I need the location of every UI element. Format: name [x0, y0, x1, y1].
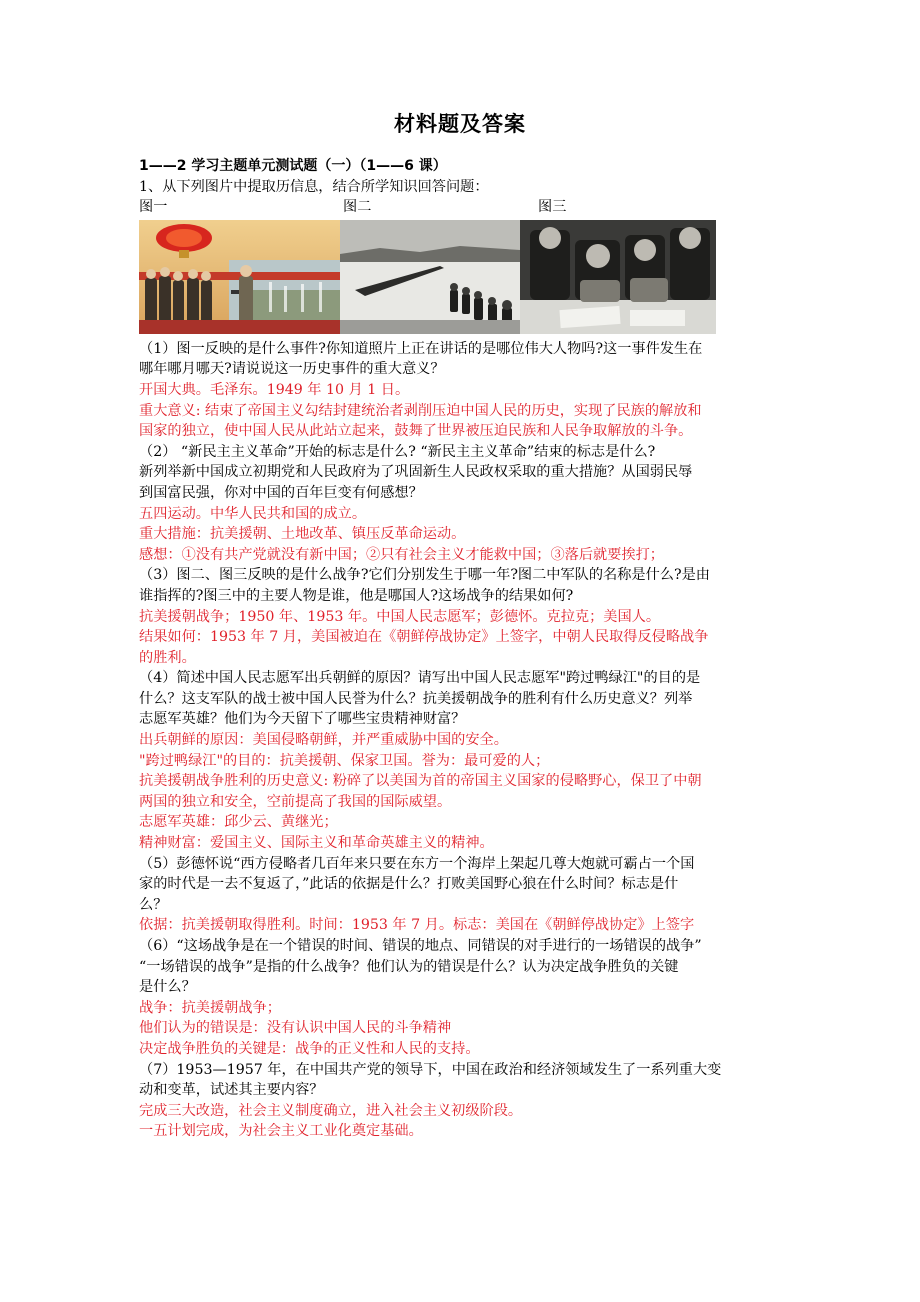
figure-1-image	[139, 220, 340, 334]
q1-answer-2b: 国家的独立，使中国人民从此站立起来，鼓舞了世界被压迫民族和人民争取解放的斗争。	[139, 423, 693, 440]
q3-line-2: 谁指挥的?图三中的主要人物是谁，他是哪国人?这场战争的结果如何?	[139, 587, 574, 604]
q2-answer-2: 重大措施：抗美援朝、土地改革、镇压反革命运动。	[139, 526, 466, 543]
q2-line-2: 新列举新中国成立初期党和人民政府为了巩固新生人民政权采取的重大措施？从国弱民辱	[139, 464, 693, 481]
figure-labels	[139, 197, 789, 218]
q4-line-3: 志愿军英雄？他们为今天留下了哪些宝贵精神财富？	[139, 711, 466, 728]
q7-answer-2: 一五计划完成，为社会主义工业化奠定基础。	[139, 1123, 423, 1140]
q3-answer-1: 抗美援朝战争；1950 年、1953 年。中国人民志愿军；彭德怀。克拉克；美国人。	[139, 608, 661, 625]
q1-answer-1: 开国大典。毛泽东。1949 年 10 月 1 日。	[139, 381, 410, 398]
figure-label-3: 图三	[538, 199, 567, 216]
q3-answer-2b: 的胜利。	[139, 649, 196, 666]
q5-line-3: 么？	[139, 896, 168, 913]
figure-label-2: 图二	[343, 199, 372, 216]
q6-answer-2: 他们认为的错误是：没有认识中国人民的斗争精神	[139, 1020, 452, 1037]
document-body	[139, 156, 789, 1142]
q5-line-1: （5）彭德怀说“西方侵略者几百年来只要在东方一个海岸上架起几尊大炮就可霸占一个国	[139, 855, 695, 872]
q3-answer-2a: 结果如何：1953 年 7 月，美国被迫在《朝鲜停战协定》上签字，中朝人民取得反侵略战争	[139, 629, 709, 646]
q4-line-1: （4）简述中国人民志愿军出兵朝鲜的原因？请写出中国人民志愿军"跨过鸭绿江"的目的是	[139, 670, 701, 687]
q1-line-1: （1）图一反映的是什么事件?你知道照片上正在讲话的是哪位伟大人物吗?这一事件发生在	[139, 340, 703, 357]
figure-label-1: 图一	[139, 199, 168, 216]
question-intro: 1、从下列图片中提取历信息，结合所学知识回答问题：	[139, 178, 489, 195]
q2-answer-3: 感想：①没有共产党就没有新中国；②只有社会主义才能救中国；③落后就要挨打；	[139, 546, 664, 563]
q2-answer-1: 五四运动。中华人民共和国的成立。	[139, 505, 367, 522]
q3-line-1: （3）图二、图三反映的是什么战争?它们分别发生于哪一年?图二中军队的名称是什么?是由	[139, 567, 710, 584]
q4-answer-4: 志愿军英雄：邱少云、黄继光；	[139, 814, 338, 831]
q7-line-2: 动和变革，试述其主要内容？	[139, 1082, 324, 1099]
q1-answer-2a: 重大意义: 结束了帝国主义勾结封建统治者剥削压迫中国人民的历史，实现了民族的解放和	[139, 402, 702, 419]
q4-answer-3b: 两国的独立和安全，空前提高了我国的国际威望。	[139, 793, 452, 810]
q6-line-1: （6）“这场战争是在一个错误的时间、错误的地点、同错误的对手进行的一场错误的战争”	[139, 938, 702, 954]
q1-line-2: 哪年哪月哪天?请说说这一历史事件的重大意义？	[139, 361, 445, 378]
q5-answer-1: 依据：抗美援朝取得胜利。时间：1953 年 7 月。标志：美国在《朝鲜停战协定》上签字	[139, 917, 695, 934]
q4-line-2: 什么？这支军队的战士被中国人民誉为什么？抗美援朝战争的胜利有什么历史意义？列举	[139, 690, 693, 707]
figure-2-image	[340, 220, 520, 334]
q6-line-2: “一场错误的战争”是指的什么战争？他们认为的错误是什么？认为决定战争胜负的关键	[139, 958, 679, 975]
figure-3-image	[520, 220, 716, 334]
q4-answer-5: 精神财富：爱国主义、国际主义和革命英雄主义的精神。	[139, 835, 494, 852]
q7-answer-1: 完成三大改造，社会主义制度确立，进入社会主义初级阶段。	[139, 1102, 523, 1119]
q5-line-2: 家的时代是一去不复返了，”此话的依据是什么？打败美国野心狼在什么时间？标志是什	[139, 876, 679, 893]
q6-line-3: 是什么？	[139, 979, 196, 996]
q2-line-3: 到国富民强，你对中国的百年巨变有何感想？	[139, 484, 423, 501]
page-title: 材料题及答案	[394, 111, 526, 136]
section-subtitle: 1——2 学习主题单元测试题（一）（1——6 课）	[139, 158, 447, 174]
figure-row	[139, 220, 789, 337]
q2-line-1: （2） “新民主主义革命”开始的标志是什么? “新民主主义革命”结束的标志是什么?	[139, 443, 656, 460]
q6-answer-3: 决定战争胜负的关键是：战争的正义性和人民的支持。	[139, 1040, 480, 1057]
q4-answer-2: "跨过鸭绿江"的目的：抗美援朝、保家卫国。誉为：最可爱的人；	[139, 752, 550, 769]
q6-answer-1: 战争：抗美援朝战争；	[139, 999, 281, 1016]
q7-line-1: （7）1953—1957 年，在中国共产党的领导下，中国在政治和经济领域发生了一系列重大变	[139, 1061, 722, 1078]
q4-answer-1: 出兵朝鲜的原因：美国侵略朝鲜，并严重威胁中国的安全。	[139, 732, 508, 749]
q4-answer-3a: 抗美援朝战争胜利的历史意义: 粉碎了以美国为首的帝国主义国家的侵略野心，保卫了中朝	[139, 773, 702, 790]
